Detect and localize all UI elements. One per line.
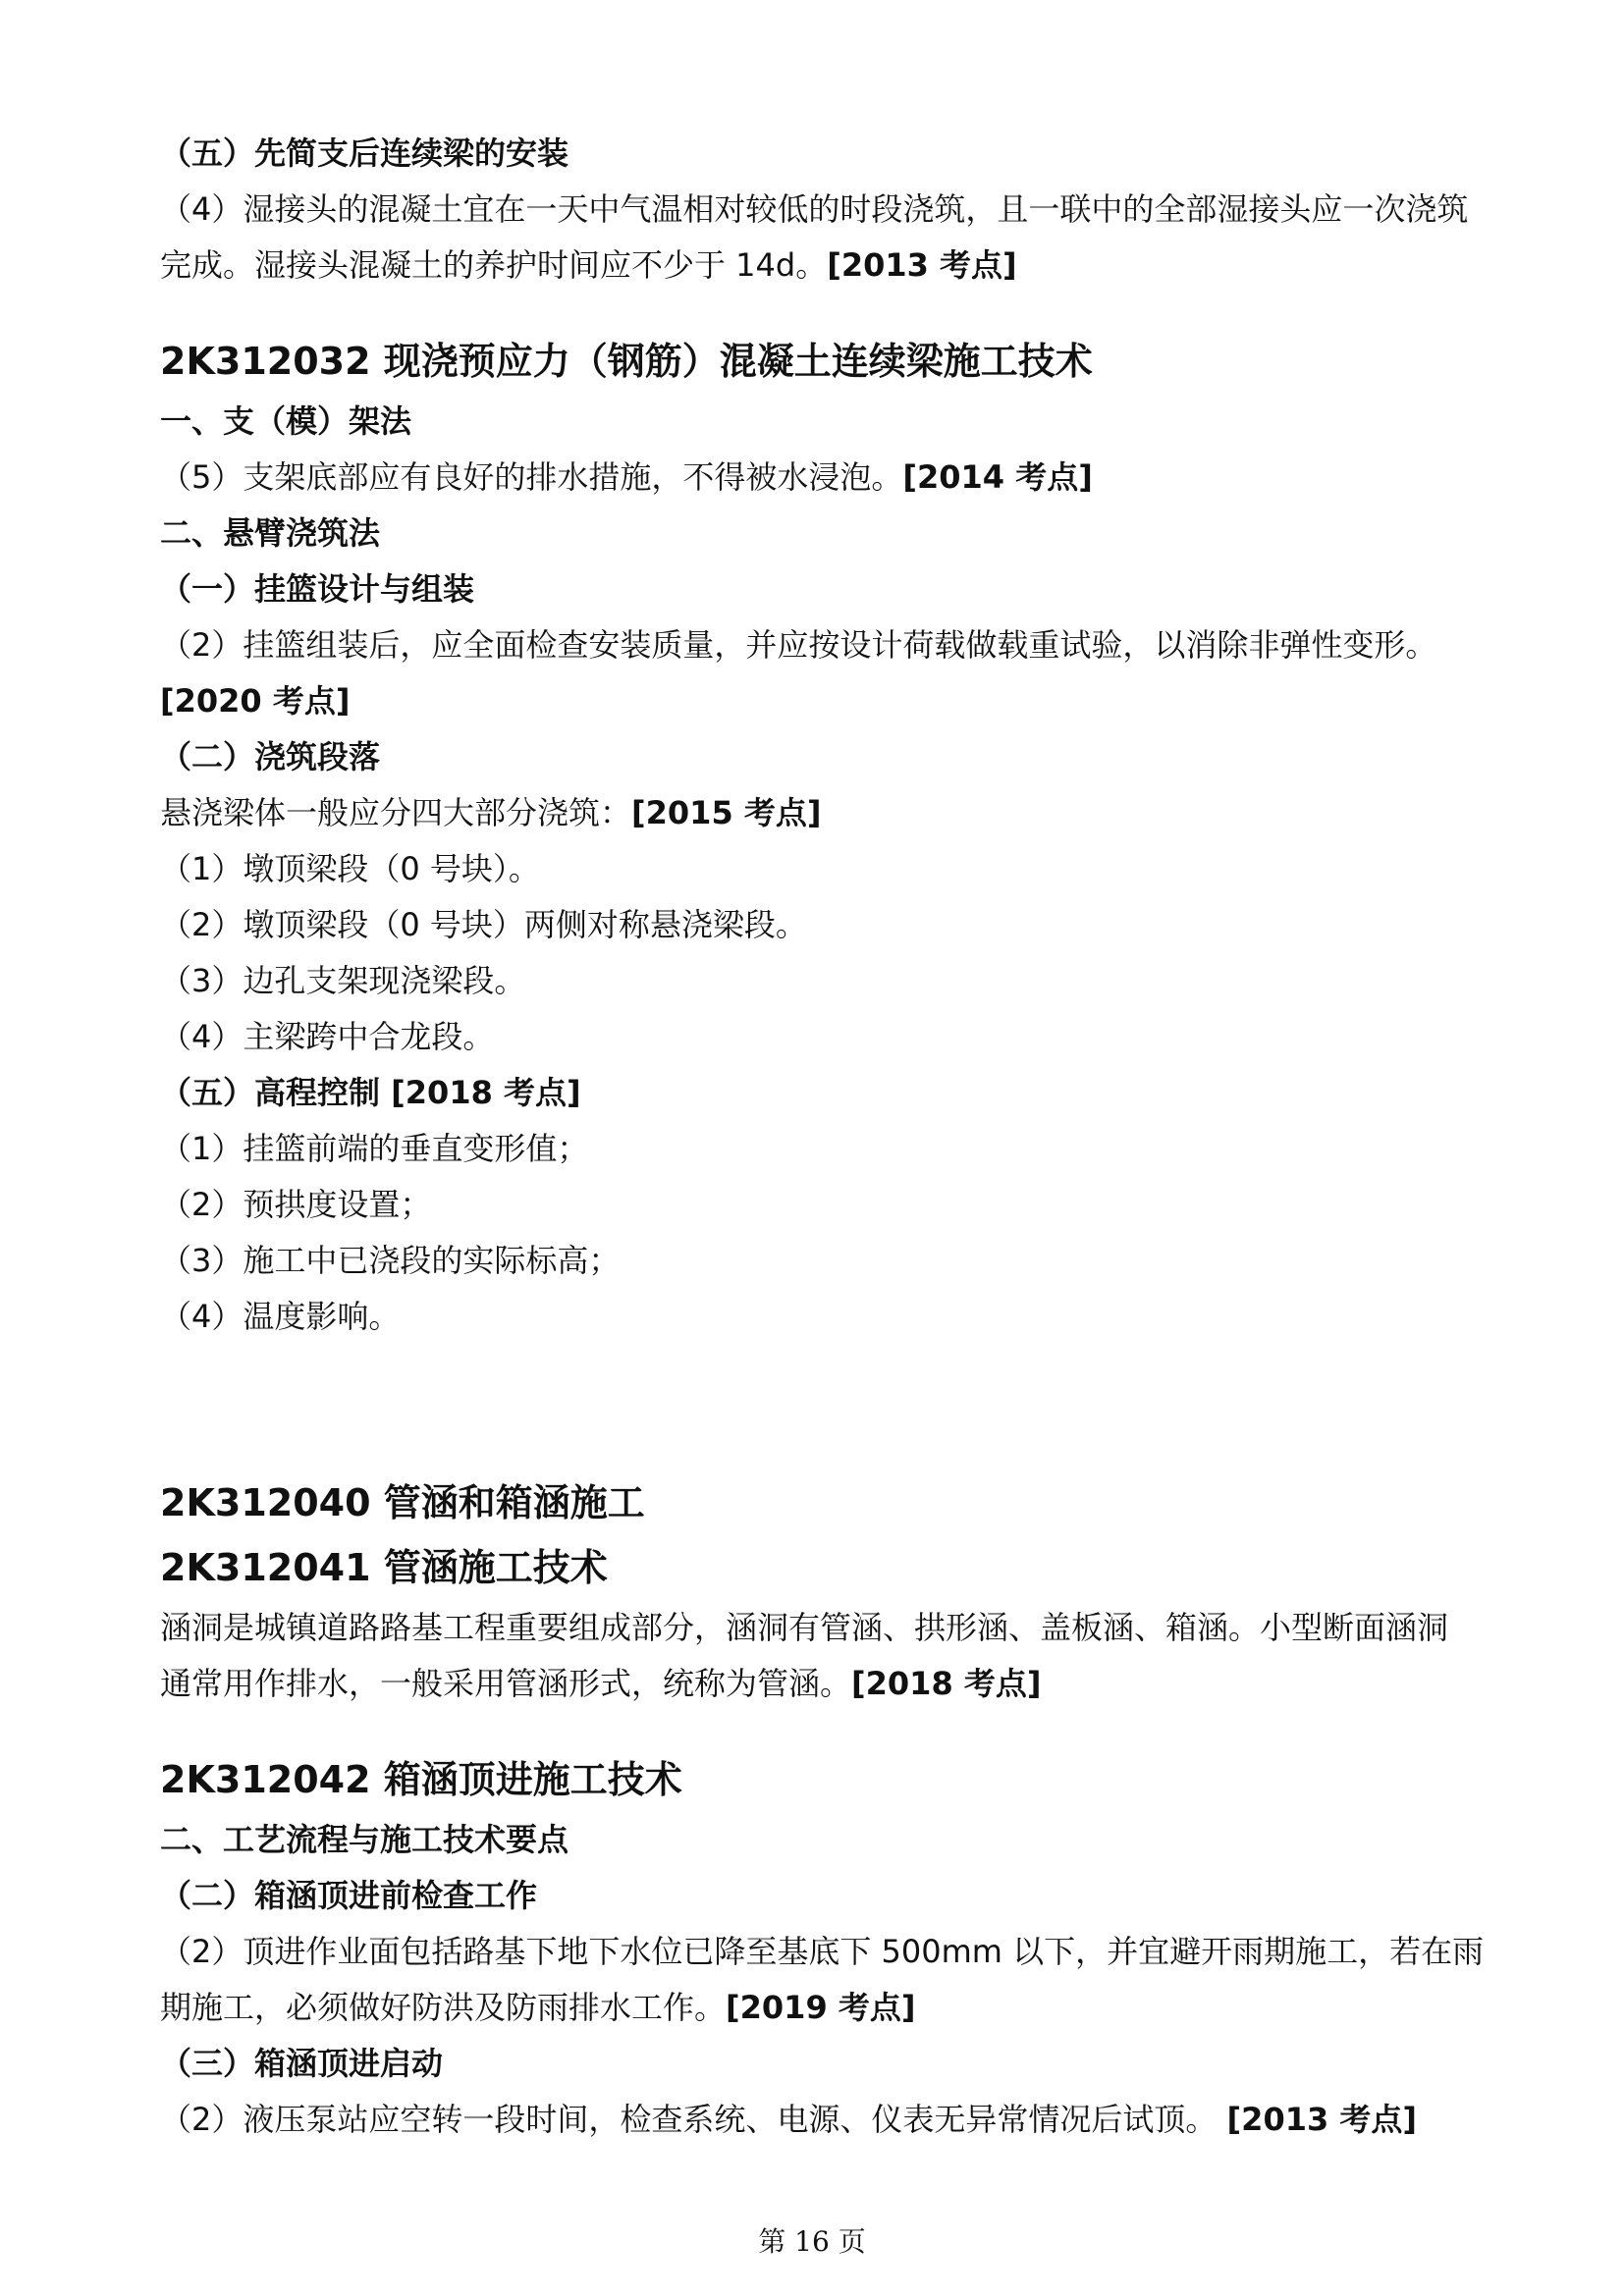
page-number: 第 16 页 [758,2225,866,2258]
subsection-heading: （五）高程控制 [2018 考点] [160,1074,581,1111]
paragraph-line [160,673,1535,729]
document-body [160,126,1535,2148]
exam-year-tag: [2015 考点] [631,794,822,831]
list-item: （1）挂篮前端的垂直变形值； [160,1130,589,1167]
section-heading: 2K312040 管涵和箱涵施工 [160,1481,645,1524]
paragraph-line: 通常用作排水，一般采用管涵形式，统称为管涵。[2018 考点] [160,1665,1042,1702]
list-item: （4）温度影响。 [160,1298,401,1335]
section-heading: 2K312041 管涵施工技术 [160,1546,608,1589]
exam-year-tag: [2020 考点] [160,682,351,720]
subsection-heading: 一、支（模）架法 [160,402,412,440]
list-item: （2）墩顶梁段（0 号块）两侧对称悬浇梁段。 [160,906,807,943]
section-heading: 2K312032 现浇预应力（钢筋）混凝土连续梁施工技术 [160,340,1093,383]
subsection-heading: 二、悬臂浇筑法 [160,514,381,552]
list-item: （2）预拱度设置； [160,1186,432,1223]
subsection-heading: （一）挂篮设计与组装 [160,570,475,608]
exam-year-tag: [2013 考点] [1226,2101,1418,2138]
paragraph-line: （2）挂篮组装后，应全面检查安装质量，并应按设计荷载做载重试验，以消除非弹性变形。 [160,626,1437,664]
subsection-heading: （二）箱涵顶进前检查工作 [160,1877,538,1914]
exam-year-tag: [2018 考点] [851,1665,1042,1702]
exam-year-tag: [2013 考点] [827,246,1017,284]
exam-year-tag: [2014 考点] [902,458,1093,496]
paragraph-line: 完成。湿接头混凝土的养护时间应不少于 14d。[2013 考点] [160,246,1017,284]
paragraph-line: （2）顶进作业面包括路基下地下水位已降至基底下 500mm 以下，并宜避开雨期施工，若在雨 [160,1933,1485,1970]
list-item: （3）施工中已浇段的实际标高； [160,1242,621,1279]
list-item: （3）边孔支架现浇梁段。 [160,962,526,999]
subsection-heading: 二、工艺流程与施工技术要点 [160,1821,569,1858]
paragraph-line: 悬浇梁体一般应分四大部分浇筑：[2015 考点] [160,794,822,831]
subsection-heading: （五）先简支后连续梁的安装 [160,134,569,172]
list-item: （4）主梁跨中合龙段。 [160,1018,495,1055]
subsection-heading: （三）箱涵顶进启动 [160,2045,444,2082]
paragraph-line: （2）液压泵站应空转一段时间，检查系统、电源、仪表无异常情况后试顶。 [2013 考点] [160,2101,1418,2138]
section-heading: 2K312042 箱涵顶进施工技术 [160,1758,682,1801]
list-item: （1）墩顶梁段（0 号块）。 [160,850,540,887]
exam-year-tag: [2019 考点] [726,1989,916,2026]
paragraph-line: 涵洞是城镇道路路基工程重要组成部分，涵洞有管涵、拱形涵、盖板涵、箱涵。小型断面涵洞 [160,1609,1449,1646]
paragraph-line: （4）湿接头的混凝土宜在一天中气温相对较低的时段浇筑，且一联中的全部湿接头应一次浇筑 [160,190,1469,228]
paragraph-line: （5）支架底部应有良好的排水措施，不得被水浸泡。[2014 考点] [160,458,1093,496]
exam-year-tag: [2018 考点] [391,1074,581,1111]
paragraph-line: 期施工，必须做好防洪及防雨排水工作。[2019 考点] [160,1989,916,2026]
subsection-heading: （二）浇筑段落 [160,738,381,775]
